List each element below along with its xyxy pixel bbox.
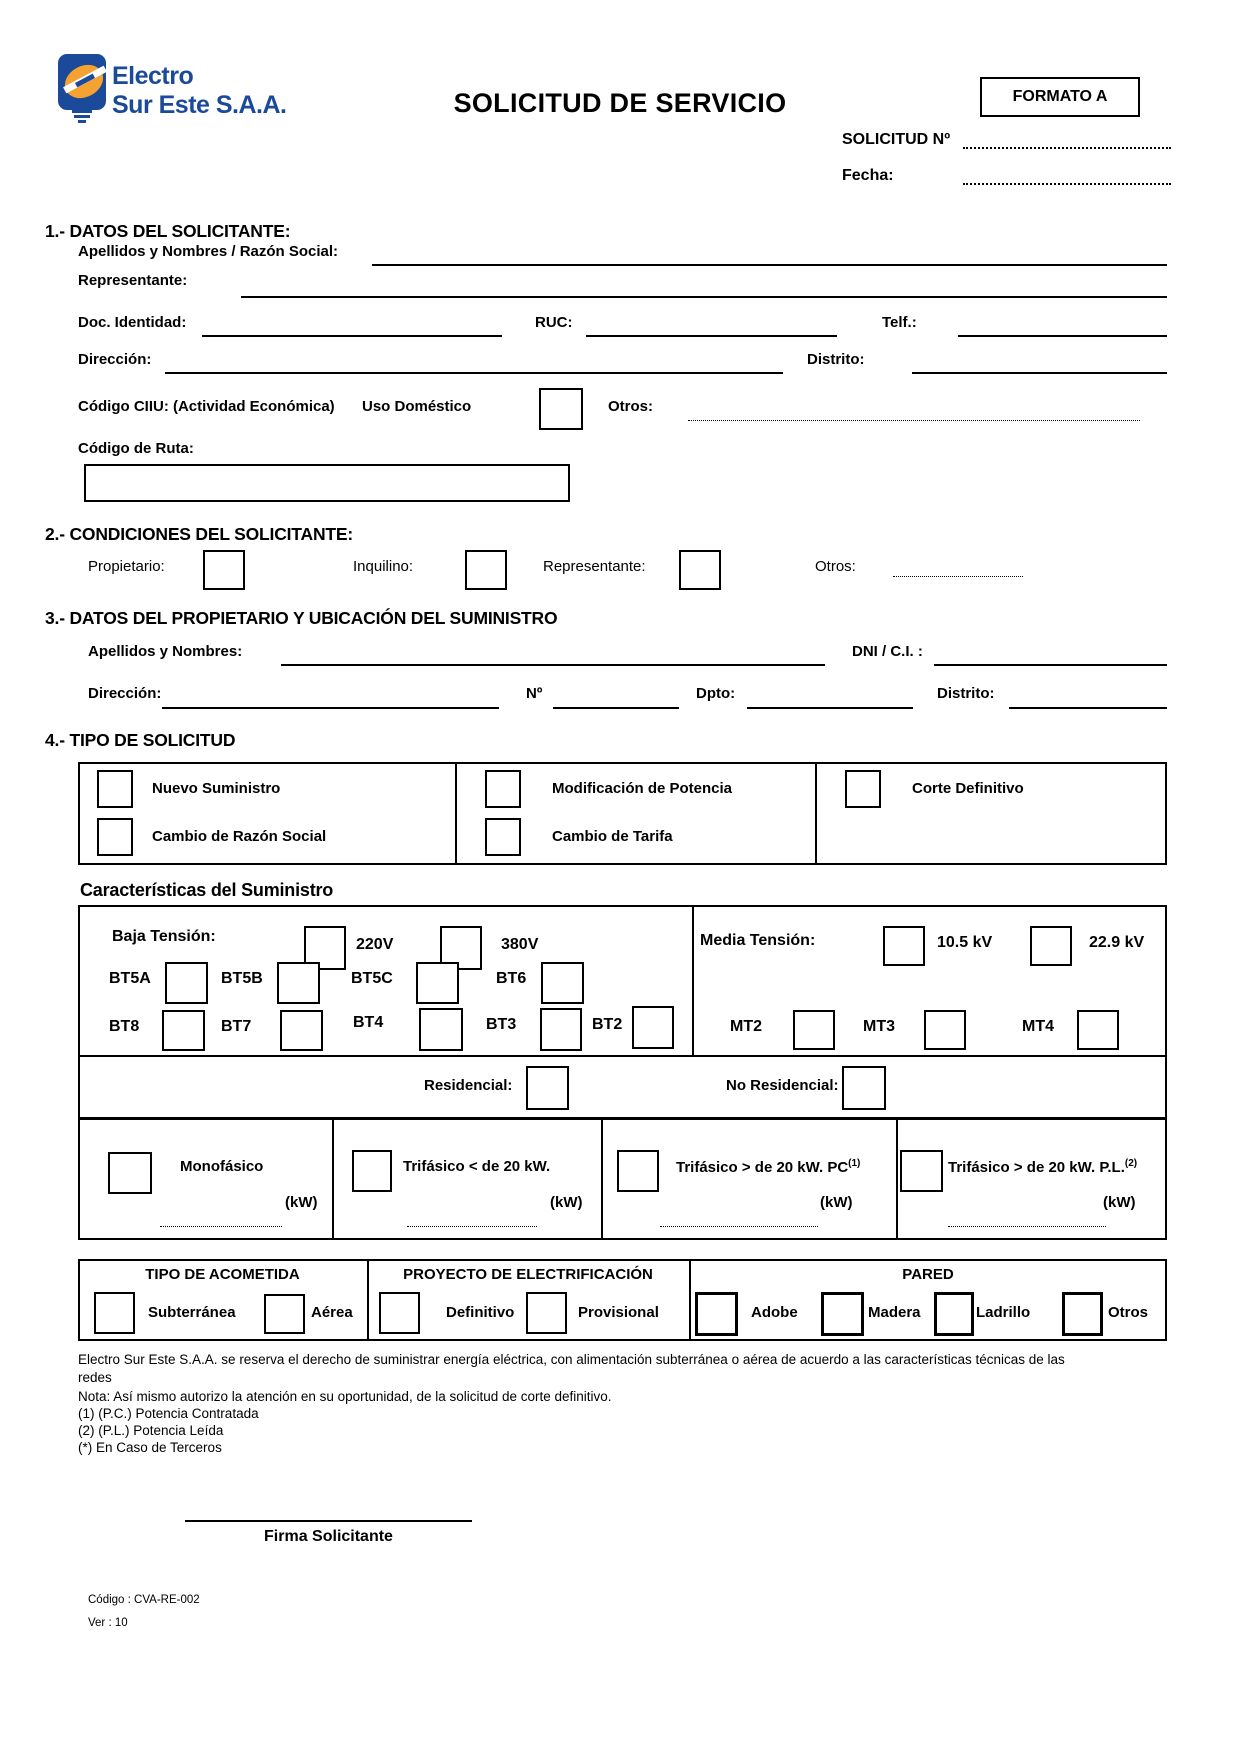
provisional-checkbox[interactable]	[526, 1292, 567, 1334]
apellidos-razon-social-input-line[interactable]	[372, 264, 1167, 266]
residencial-checkbox[interactable]	[526, 1066, 569, 1110]
definitivo-label: Definitivo	[446, 1304, 515, 1321]
fecha-label: Fecha:	[842, 167, 894, 184]
bt3-label: BT3	[486, 1016, 517, 1033]
madera-checkbox[interactable]	[821, 1292, 864, 1336]
otros-ciiu-input-line[interactable]	[688, 420, 1140, 421]
apellidos-razon-social-label: Apellidos y Nombres / Razón Social:	[78, 243, 339, 260]
trifasico-mayor-pc-kw-input-line[interactable]	[660, 1226, 818, 1227]
10-5kv-label: 10.5 kV	[937, 934, 993, 951]
doc-version: Ver : 10	[88, 1617, 128, 1629]
aerea-label: Aérea	[311, 1304, 353, 1321]
direccion-suministro-input-line[interactable]	[162, 707, 499, 709]
codigo-ciiu-label: Código CIIU: (Actividad Económica)	[78, 398, 335, 415]
bt6-label: BT6	[496, 970, 527, 987]
provisional-label: Provisional	[578, 1304, 659, 1321]
tension-row-bottom	[78, 1055, 1167, 1057]
distrito-input-line[interactable]	[912, 372, 1167, 374]
pc-footnote-ref: (1)	[848, 1158, 861, 1169]
fases-divider-1	[332, 1117, 334, 1240]
bt5a-label: BT5A	[109, 970, 151, 987]
madera-label: Madera	[868, 1304, 921, 1321]
bt8-label: BT8	[109, 1018, 140, 1035]
mt4-checkbox[interactable]	[1077, 1010, 1119, 1050]
adobe-label: Adobe	[751, 1304, 798, 1321]
bt7-label: BT7	[221, 1018, 252, 1035]
ruc-input-line[interactable]	[586, 335, 837, 337]
monofasico-kw-input-line[interactable]	[160, 1226, 282, 1227]
section1-title: 1.- DATOS DEL SOLICITANTE:	[45, 221, 291, 241]
representante-input-line[interactable]	[241, 296, 1167, 298]
note-reserva-line2: redes	[78, 1370, 112, 1385]
logo-text-line1: Electro	[112, 62, 194, 90]
corte-definitivo-label: Corte Definitivo	[912, 780, 1024, 797]
monofasico-kw-label: (kW)	[285, 1194, 318, 1211]
note-pl-definition: (2) (P.L.) Potencia Leída	[78, 1423, 224, 1438]
no-residencial-label: No Residencial:	[726, 1077, 839, 1094]
dni-ci-label: DNI / C.I. :	[852, 643, 923, 660]
note-reserva-line1: Electro Sur Este S.A.A. se reserva el derecho de suministrar energía eléctrica, con alimentación subterránea o aérea de acuerdo a las características técnicas de las	[78, 1352, 1065, 1367]
ladrillo-label: Ladrillo	[976, 1304, 1031, 1321]
otros-pared-checkbox[interactable]	[1062, 1292, 1103, 1336]
bt5c-checkbox[interactable]	[416, 962, 459, 1004]
codigo-ruta-label: Código de Ruta:	[78, 440, 194, 457]
22-9kv-checkbox[interactable]	[1030, 926, 1072, 966]
trifasico-mayor-pc-kw-label: (kW)	[820, 1194, 853, 1211]
mt2-checkbox[interactable]	[793, 1010, 835, 1050]
trifasico-mayor-pc-label: Trifásico > de 20 kW. PC$^{(1)}$	[676, 1158, 861, 1176]
numero-label: Nº	[526, 685, 543, 702]
media-tension-label: Media Tensión:	[700, 932, 816, 949]
representante-label: Representante:	[78, 272, 188, 289]
bt3-checkbox[interactable]	[540, 1008, 582, 1051]
bt4-label: BT4	[353, 1014, 384, 1031]
bt6-checkbox[interactable]	[541, 962, 584, 1004]
trifasico-mayor-pc-checkbox[interactable]	[617, 1150, 659, 1192]
formato-badge	[980, 77, 1140, 117]
page-title: SOLICITUD DE SERVICIO	[453, 88, 787, 118]
monofasico-label: Monofásico	[180, 1158, 264, 1175]
propietario-label: Propietario:	[88, 558, 165, 575]
firma-input-line[interactable]	[185, 1520, 472, 1522]
bt4-checkbox[interactable]	[419, 1008, 463, 1051]
ladrillo-checkbox[interactable]	[934, 1292, 974, 1336]
section3-title: 3.- DATOS DEL PROPIETARIO Y UBICACIÓN DEL SUMINISTRO	[45, 608, 558, 628]
apellidos-nombres-input-line[interactable]	[281, 664, 825, 666]
baja-tension-label: Baja Tensión:	[112, 928, 216, 945]
representante-checkbox[interactable]	[679, 550, 721, 590]
otros-cond-label: Otros:	[815, 558, 856, 575]
fecha-input-line[interactable]	[963, 183, 1171, 185]
cambio-tarifa-label: Cambio de Tarifa	[552, 828, 673, 845]
pared-header: PARED	[902, 1266, 954, 1283]
mt3-label: MT3	[863, 1018, 895, 1035]
bt5b-label: BT5B	[221, 970, 263, 987]
numero-input-line[interactable]	[553, 707, 679, 709]
trifasico-menor-kw-input-line[interactable]	[407, 1226, 537, 1227]
telf-label: Telf.:	[882, 314, 917, 331]
residencial-label: Residencial:	[424, 1077, 513, 1094]
dpto-input-line[interactable]	[747, 707, 913, 709]
trifasico-menor-checkbox[interactable]	[352, 1150, 392, 1192]
firma-solicitante-label: Firma Solicitante	[264, 1528, 393, 1545]
proyecto-electrificacion-header: PROYECTO DE ELECTRIFICACIÓN	[403, 1266, 653, 1283]
residencial-row-bottom	[78, 1117, 1167, 1120]
bt7-checkbox[interactable]	[280, 1010, 323, 1051]
section4-title: 4.- TIPO DE SOLICITUD	[45, 730, 236, 750]
22-9kv-label: 22.9 kV	[1089, 934, 1145, 951]
adobe-checkbox[interactable]	[695, 1292, 738, 1336]
distrito-suministro-input-line[interactable]	[1009, 707, 1167, 709]
trifasico-mayor-pl-checkbox[interactable]	[900, 1150, 943, 1192]
tipo-solicitud-table	[78, 762, 1167, 865]
bt5b-checkbox[interactable]	[277, 962, 320, 1004]
bt5c-label: BT5C	[351, 970, 393, 987]
definitivo-checkbox[interactable]	[379, 1292, 420, 1334]
trifasico-mayor-pl-kw-input-line[interactable]	[948, 1226, 1106, 1227]
dni-ci-input-line[interactable]	[934, 664, 1167, 666]
ruc-label: RUC:	[535, 314, 573, 331]
aerea-checkbox[interactable]	[264, 1294, 305, 1334]
cambio-tarifa-checkbox[interactable]	[485, 818, 521, 856]
pl-footnote-ref: (2)	[1124, 1158, 1138, 1169]
subterranea-label: Subterránea	[148, 1304, 236, 1321]
tension-divider	[692, 905, 694, 1055]
dpto-label: Dpto:	[696, 685, 736, 702]
no-residencial-checkbox[interactable]	[842, 1066, 886, 1110]
inquilino-label: Inquilino:	[353, 558, 414, 575]
direccion-label: Dirección:	[78, 351, 152, 368]
otros-pared-label: Otros	[1108, 1304, 1149, 1321]
solicitud-no-label: SOLICITUD Nº	[842, 131, 951, 148]
telf-input-line[interactable]	[958, 335, 1167, 337]
nuevo-suministro-checkbox[interactable]	[97, 770, 133, 808]
mt4-label: MT4	[1022, 1018, 1054, 1035]
apellidos-nombres-label: Apellidos y Nombres:	[88, 643, 243, 660]
trifasico-mayor-pl-kw-label: (kW)	[1103, 1194, 1136, 1211]
inquilino-checkbox[interactable]	[465, 550, 507, 590]
bt2-checkbox[interactable]	[632, 1006, 674, 1049]
codigo-ruta-input-box[interactable]	[84, 464, 570, 502]
uso-domestico-label: Uso Doméstico	[362, 398, 472, 415]
cambio-razon-social-checkbox[interactable]	[97, 818, 133, 856]
subterranea-checkbox[interactable]	[94, 1292, 135, 1334]
10-5kv-checkbox[interactable]	[883, 926, 925, 966]
distrito-suministro-label: Distrito:	[937, 685, 995, 702]
formato-badge-label: FORMATO A	[1012, 88, 1108, 105]
corte-definitivo-checkbox[interactable]	[845, 770, 881, 808]
trifasico-menor-label: Trifásico < de 20 kW.	[403, 1158, 551, 1175]
fases-divider-3	[896, 1117, 898, 1240]
caracteristicas-title: Características del Suministro	[80, 880, 334, 900]
solicitud-no-input-line[interactable]	[963, 147, 1171, 149]
note-autorizo: Nota: Así mismo autorizo la atención en su oportunidad, de la solicitud de corte definitivo.	[78, 1389, 612, 1404]
trifasico-menor-kw-label: (kW)	[550, 1194, 583, 1211]
fases-divider-2	[601, 1117, 603, 1240]
mt2-label: MT2	[730, 1018, 762, 1035]
bt8-checkbox[interactable]	[162, 1010, 205, 1051]
tipo-solicitud-divider-2	[815, 762, 817, 865]
modificacion-potencia-checkbox[interactable]	[485, 770, 521, 808]
uso-domestico-checkbox[interactable]	[539, 388, 583, 430]
otros-cond-input-line[interactable]	[893, 576, 1023, 577]
direccion-input-line[interactable]	[165, 372, 783, 374]
doc-identidad-input-line[interactable]	[202, 335, 502, 337]
380v-label: 380V	[501, 936, 539, 953]
cambio-razon-social-label: Cambio de Razón Social	[152, 828, 327, 845]
tipo-solicitud-divider-1	[455, 762, 457, 865]
note-terceros: (*) En Caso de Terceros	[78, 1440, 222, 1455]
220v-label: 220V	[356, 936, 394, 953]
modificacion-potencia-label: Modificación de Potencia	[552, 780, 733, 797]
trifasico-mayor-pl-label: Trifásico > de 20 kW. P.L.$^{(2)}$	[948, 1158, 1138, 1176]
note-pc-definition: (1) (P.C.) Potencia Contratada	[78, 1406, 259, 1421]
section2-title: 2.- CONDICIONES DEL SOLICITANTE:	[45, 524, 353, 544]
tipo-acometida-header: TIPO DE ACOMETIDA	[145, 1266, 300, 1283]
logo-text-line2: Sur Este S.A.A.	[112, 91, 287, 119]
doc-code: Código : CVA-RE-002	[88, 1594, 200, 1606]
direccion-suministro-label: Dirección:	[88, 685, 162, 702]
bt2-label: BT2	[592, 1016, 623, 1033]
nuevo-suministro-label: Nuevo Suministro	[152, 780, 281, 797]
propietario-checkbox[interactable]	[203, 550, 245, 590]
otros-ciiu-label: Otros:	[608, 398, 653, 415]
bt5a-checkbox[interactable]	[165, 962, 208, 1004]
distrito-label: Distrito:	[807, 351, 865, 368]
doc-identidad-label: Doc. Identidad:	[78, 314, 187, 331]
representante-cond-label: Representante:	[543, 558, 646, 575]
mt3-checkbox[interactable]	[924, 1010, 966, 1050]
monofasico-checkbox[interactable]	[108, 1152, 152, 1194]
